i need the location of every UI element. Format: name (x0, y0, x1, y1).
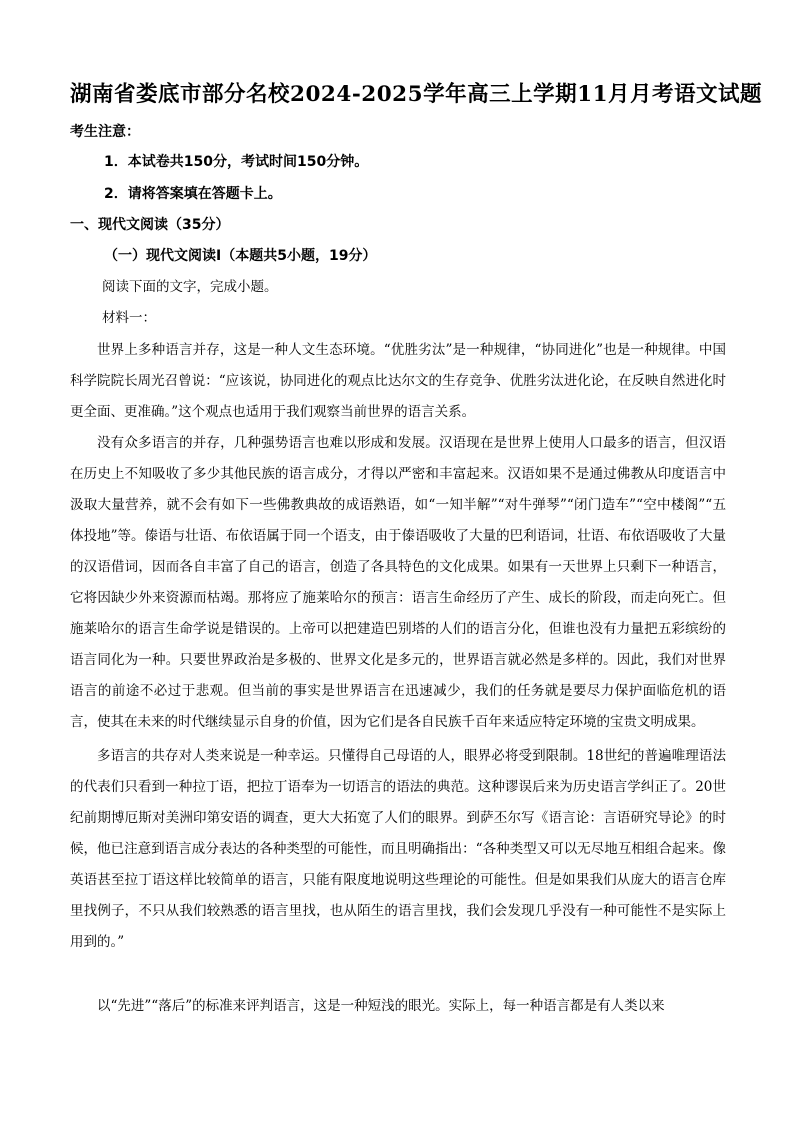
body-paragraph: 多语言的共存对人类来说是一种幸运。只懂得自己母语的人，眼界必将受到限制。18世纪的普遍唯理语法的代表们只看到一种拉丁语，把拉丁语奉为一切语言的语法的典范。这种谬误后来为历史语言学纠正了。20世纪前期博厄斯对美洲印第安语的调查，更大大拓宽了人们的眼界。到萨丕尔写《语言论：言语研究导论》的时候，他已注意到语言成分表达的各种类型的可能性，而且明确指出：“各种类型又可以无尽地互相组合起来。像英语甚至拉丁语这样比较简单的语言，只能有限度地说明这些理论的可能性。但是如果我们从庞大的语言仓库里找例子，不只从我们较熟悉的语言里找，也从陌生的语言里找，我们会发现几乎没有一种可能性不是实际上用到的。” (70, 748, 726, 950)
section-heading: 一、现代文阅读（35分） (70, 217, 230, 233)
body-paragraph: 世界上多种语言并存，这是一种人文生态环境。“优胜劣汰”是一种规律，“协同进化”也是一种规律。中国科学院院长周光召曾说：“应该说，协同进化的观点比达尔文的生存竞争、优胜劣汰进化论，在反映自然进化时更全面、更准确。”这个观点也适用于我们观察当前世界的语言关系。 (70, 342, 726, 420)
document-title: 湖南省娄底市部分名校2024-2025学年高三上学期11月月考语文试题 (70, 82, 763, 107)
subsection-heading: （一）现代文阅读Ⅰ（本题共5小题，19分） (104, 248, 377, 264)
notice-heading: 考生注意： (70, 124, 140, 140)
material-label: 材料一： (102, 310, 156, 326)
body-paragraph: 没有众多语言的并存，几种强势语言也难以形成和发展。汉语现在是世界上使用人口最多的语言，但汉语在历史上不知吸收了多少其他民族的语言成分，才得以严密和丰富起来。汉语如果不是通过佛教从印度语言中汲取大量营养，就不会有如下一些佛教典故的成语熟语，如“一知半解”“对牛弹琴”“闭门造车”“空中楼阁”“五体投地”等。傣语与壮语、布依语属于同一个语支，由于傣语吸收了大量的巴利语词，壮语、布依语吸收了大量的汉语借词，因而各自丰富了自己的语言，创造了各具特色的文化成果。如果有一天世界上只剩下一种语言，它将因缺少外来资源而枯竭。那将应了施莱哈尔的预言：语言生命经历了产生、成长的阶段，而走向死亡。但施莱哈尔的语言生命学说是错误的。上帝可以把建造巴别塔的人们的语言分化，但谁也没有力量把五彩缤纷的语言同化为一种。只要世界政治是多极的、世界文化是多元的，世界语言就必然是多样的。因此，我们对世界语言的前途不必过于悲观。但当前的事实是世界语言在迅速减少，我们的任务就是要尽力保护面临危机的语言，使其在未来的时代继续显示自身的价值，因为它们是各自民族千百年来适应特定环境的宝贵文明成果。 (70, 435, 726, 730)
body-paragraph: 以“先进”“落后”的标准来评判语言，这是一种短浅的眼光。实际上，每一种语言都是有人类以来 (97, 998, 665, 1014)
reading-instruction: 阅读下面的文字，完成小题。 (102, 279, 278, 295)
notice-item: 1．本试卷共150分，考试时间150分钟。 (104, 154, 369, 170)
notice-item: 2．请将答案填在答题卡上。 (104, 186, 282, 202)
